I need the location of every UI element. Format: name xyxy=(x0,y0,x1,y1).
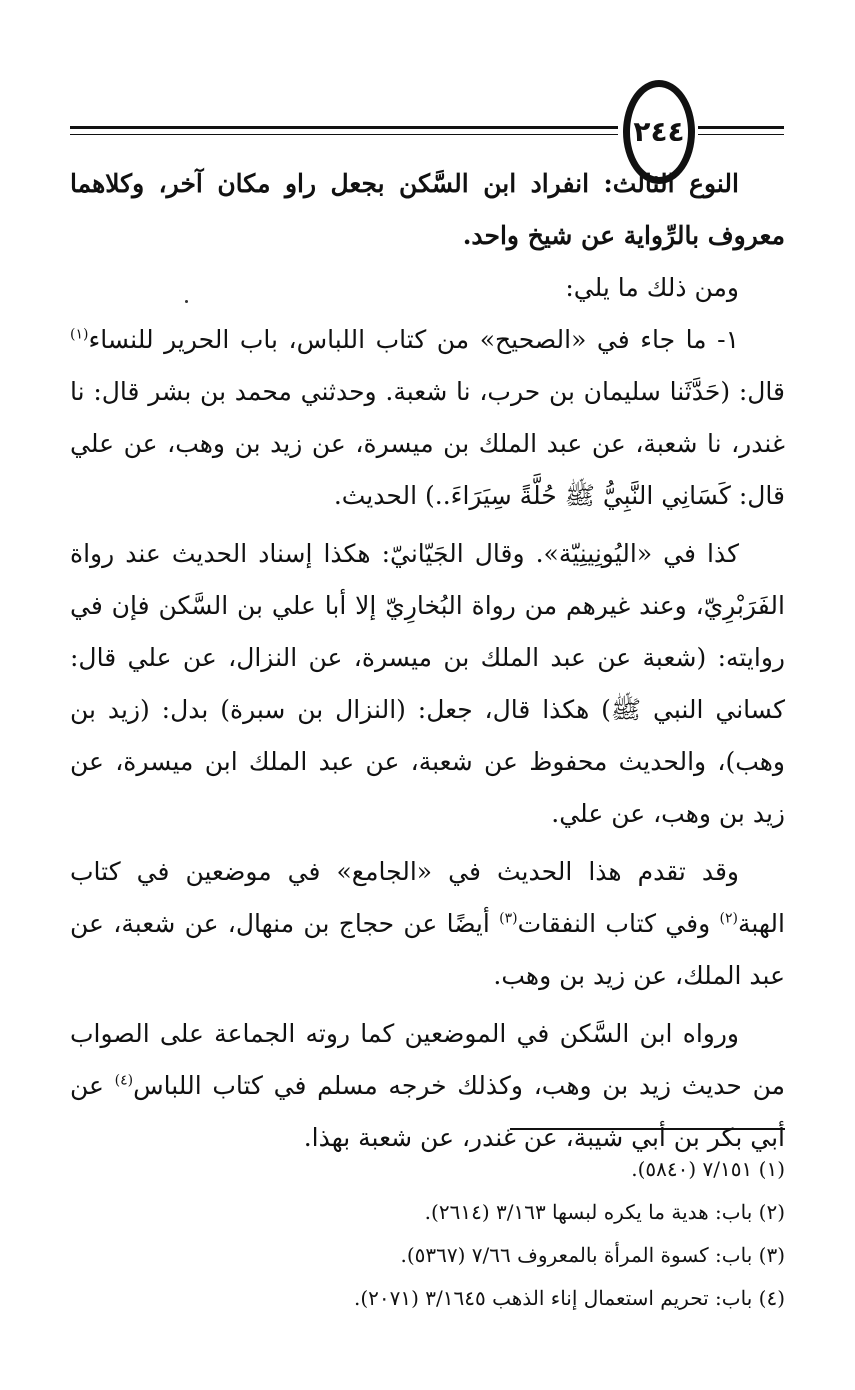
footnote-ref-1[interactable]: (١) xyxy=(70,326,89,343)
section-heading-paragraph xyxy=(70,158,785,262)
paragraph-1-tail: قال: (حَدَّثَنا سليمان بن حرب، نا شعبة. وحدثني محمد بن بشر قال: نا غندر، نا شعبة، عن عبد الملك بن ميسرة، عن زيد بن وهب، عن علي قال: كَسَانِي النَّبِيُّ ﷺ حُلَّةً سِيَرَاءَ..) الحديث. xyxy=(70,377,785,510)
paragraph-4-tail: عن أبي بكر بن أبي شيبة، عن غندر، عن شعبة بهذا. xyxy=(70,1071,785,1152)
footnote-2: (٢) باب: هدية ما يكره لبسها ٣/١٦٣ (٢٦١٤). xyxy=(424,1200,785,1224)
paragraph-3-tail: أيضًا عن حجاج بن منهال، عن شعبة، عن عبد الملك، عن زيد بن وهب. xyxy=(70,909,785,990)
paragraph-3 xyxy=(70,846,785,1002)
paragraph-2-text: كذا في «اليُونِينِيّة». وقال الجَيّانيّ: هكذا إسناد الحديث عند رواة الفَرَبْرِيّ، وعند غيرهم من رواة البُخارِيّ إلا أبا علي بن السَّكن فإن في روايته: (شعبة عن عبد الملك بن ميسرة، عن النزال، عن علي قال: كساني النبي ﷺ) هكذا قال، جعل: (النزال بن سبرة) بدل: (زيد بن وهب)، والحديث محفوظ عن شعبة، عن عبد الملك ابن ميسرة، عن زيد بن وهب، عن علي. xyxy=(70,539,785,828)
footnote-3: (٣) باب: كسوة المرأة بالمعروف ٧/٦٦ (٥٣٦٧). xyxy=(400,1243,785,1267)
header-rule-right xyxy=(698,126,784,135)
main-text xyxy=(70,158,785,1164)
intro-line xyxy=(70,262,785,314)
footnote-ref-3[interactable]: (٣) xyxy=(499,910,518,927)
section-lead: النوع الثالث: xyxy=(603,169,739,198)
intro-text: ومن ذلك ما يلي: xyxy=(565,273,739,302)
paragraph-3-text: وقد تقدم هذا الحديث في «الجامع» في موضعين في كتاب الهبة xyxy=(70,857,785,938)
footnotes xyxy=(70,1148,785,1320)
footnote-ref-4[interactable]: (٤) xyxy=(114,1072,134,1089)
footnote-separator xyxy=(510,1128,785,1130)
footnote-4: (٤) باب: تحريم استعمال إناء الذهب ٣/١٦٤٥ (٢٠٧١). xyxy=(353,1286,785,1310)
page-number: ٢٤٤ xyxy=(633,115,685,148)
scan-speck xyxy=(185,300,188,303)
paragraph-3-mid: وفي كتاب النفقات xyxy=(517,909,720,938)
paragraph-2 xyxy=(70,528,785,840)
paragraph-4-text: ورواه ابن السَّكن في الموضعين كما روته الجماعة على الصواب من حديث زيد بن وهب، وكذلك خرجه مسلم في كتاب اللباس xyxy=(70,1019,786,1100)
footnote-ref-2[interactable]: (٢) xyxy=(719,910,738,927)
paragraph-1 xyxy=(70,314,785,522)
paragraph-4 xyxy=(70,1008,785,1164)
section-heading-text: انفراد ابن السَّكن بجعل راو مكان آخر، وكلاهما معروف بالرِّواية عن شيخ واحد. xyxy=(70,169,785,250)
footnote-1: (١) ٧/١٥١ (٥٨٤٠). xyxy=(631,1157,785,1181)
header-rule-left xyxy=(70,126,618,135)
paragraph-1-text: ١- ما جاء في «الصحيح» من كتاب اللباس، باب الحرير للنساء xyxy=(88,325,739,354)
